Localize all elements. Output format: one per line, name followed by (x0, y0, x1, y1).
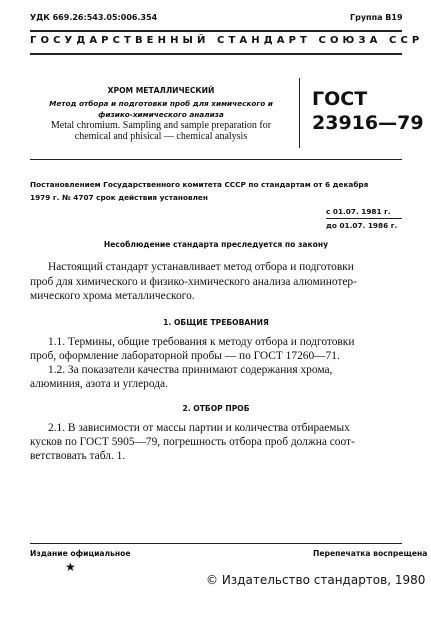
effective-underline (326, 218, 402, 219)
section1-p1-line1: 1.1. Термины, общие требования к методу отбора и подготовки (48, 336, 355, 348)
title-en-line2: chemical and phisical — chemical analysis (74, 131, 248, 142)
gost-number: 23916—79 (312, 112, 424, 134)
official-edition: Издание официальное (30, 549, 131, 558)
law-notice: Несоблюдение стандарта преследуется по закону (103, 240, 329, 249)
gost-label: ГОСТ (312, 88, 368, 110)
section2-p1-line2: кусков по ГОСТ 5905—79, погрешность отбора проб должна соот- (30, 436, 355, 448)
section1-heading: 1. ОБЩИЕ ТРЕБОВАНИЯ (163, 318, 269, 327)
effective-to: до 01.07. 1986 г. (326, 221, 398, 230)
decree-line2: 1979 г. № 4707 срок действия установлен (30, 193, 208, 202)
section1-p1-line2: проб, оформление лабораторной пробы — по ГОСТ 17260—71. (30, 350, 340, 362)
state-standard-banner: ГОСУДАРСТВЕННЫЙ СТАНДАРТ СОЮЗА ССР (30, 35, 424, 46)
udk-code: УДК 669.26:543.05:006.354 (30, 13, 158, 22)
intro-line1: Настоящий стандарт устанавливает метод отбора и подготовки (48, 261, 354, 273)
title-divider (299, 78, 300, 148)
effective-from: с 01.07. 1981 г. (326, 207, 391, 216)
intro-line2: проб для химического и физико-химического анализа алюминотер- (30, 276, 357, 288)
star-icon: ★ (65, 560, 76, 574)
reprint-prohibited: Перепечатка воспрещена (313, 549, 428, 558)
section2-heading: 2. ОТБОР ПРОБ (182, 404, 250, 413)
section2-p1-line3: ветствовать табл. 1. (30, 450, 126, 462)
section1-p2-line2: алюминия, азота и углерода. (30, 378, 168, 390)
title-ru-line1: ХРОМ МЕТАЛЛИЧЕСКИЙ (107, 86, 215, 95)
title-ru-line3: физико-химического анализа (98, 110, 224, 119)
footer-rule (30, 543, 402, 544)
section2-p1-line1: 2.1. В зависимости от массы партии и количества отбираемых (48, 422, 350, 434)
intro-line3: мического хрома металлического. (30, 290, 195, 302)
title-rule (30, 159, 402, 160)
publisher-copyright: © Издательство стандартов, 1980 (206, 573, 426, 587)
section1-p2-line1: 1.2. За показатели качества принимают содержания хрома, (48, 364, 333, 376)
group-code: Группа В19 (350, 13, 403, 22)
decree-line1: Постановлением Государственного комитета СССР по стандартам от 6 декабря (30, 180, 369, 189)
title-en-line1: Metal chromium. Sampling and sample preparation for (50, 120, 272, 131)
header-rule-top (30, 30, 402, 32)
title-ru-line2: Метод отбора и подготовки проб для химического и (49, 99, 273, 108)
header-rule-bottom (30, 53, 402, 55)
